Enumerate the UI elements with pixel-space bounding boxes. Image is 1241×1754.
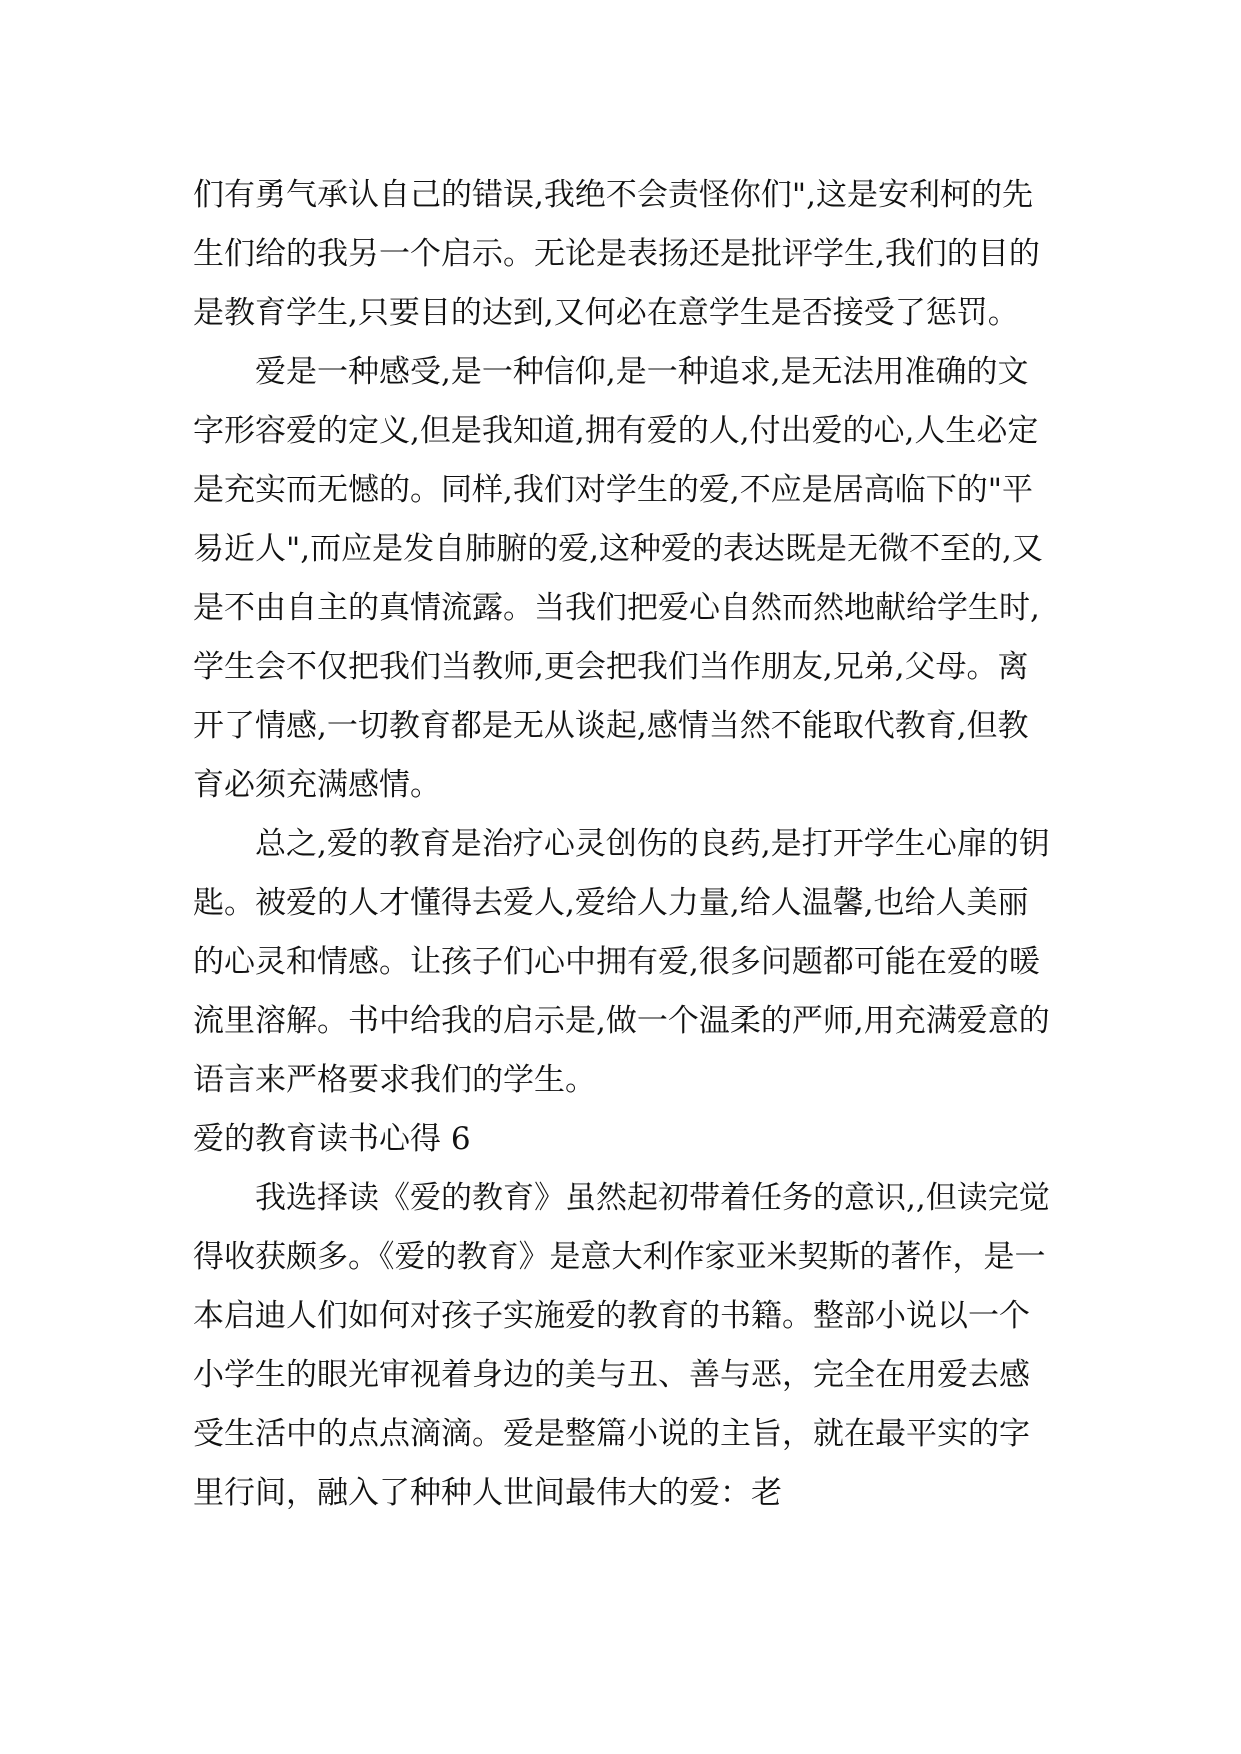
section-title: 爱的教育读书心得 6 xyxy=(193,1121,471,1157)
paragraph-section-intro: 我选择读《爱的教育》虽然起初带着任务的意识,,但读完觉得收获颇多。《爱的教育》是意大利作家亚米契斯的著作，是一本启迪人们如何对孩子实施爱的教育的书籍。整部小说以一个小学生的眼光审视着身边的美与丑、善与恶，完全在用爱去感受生活中的点点滴滴。爱是整篇小说的主旨，就在最平实的字里行间，融入了种种人世间最伟大的爱：老 xyxy=(193,1180,1050,1511)
paragraph-conclusion: 总之,爱的教育是治疗心灵创伤的良药,是打开学生心扉的钥匙。被爱的人才懂得去爱人,爱给人力量,给人温馨,也给人美丽的心灵和情感。让孩子们心中拥有爱,很多问题都可能在爱的暖流里溶解。书中给我的启示是,做一个温柔的严师,用充满爱意的语言来严格要求我们的学生。 xyxy=(193,826,1050,1098)
paragraph-continued: 们有勇气承认自己的错误,我绝不会责怪你们",这是安利柯的先生们给的我另一个启示。无论是表扬还是批评学生,我们的目的是教育学生,只要目的达到,又何必在意学生是否接受了惩罚。 xyxy=(193,177,1040,331)
paragraph-love-feeling: 爱是一种感受,是一种信仰,是一种追求,是无法用准确的文字形容爱的定义,但是我知道,拥有爱的人,付出爱的心,人生必定是充实而无憾的。同样,我们对学生的爱,不应是居高临下的"平易近人",而应是发自肺腑的爱,这种爱的表达既是无微不至的,又是不由自主的真情流露。当我们把爱心自然而然地献给学生时,学生会不仅把我们当教师,更会把我们当作朋友,兄弟,父母。离开了情感,一切教育都是无从谈起,感情当然不能取代教育,但教育必须充满感情。 xyxy=(193,354,1043,803)
document-body xyxy=(193,166,1053,1523)
